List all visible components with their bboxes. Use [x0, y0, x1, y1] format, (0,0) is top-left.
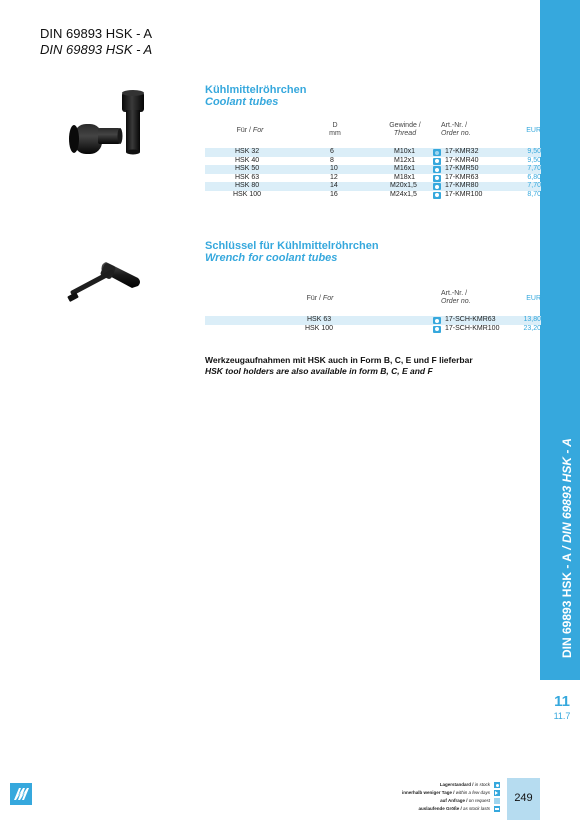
- col-art-de: Art.-Nr. /: [441, 290, 468, 297]
- cell-for: HSK 100: [305, 324, 334, 332]
- company-logo-icon: [10, 783, 32, 805]
- cell-thread: M16x1: [394, 165, 416, 172]
- stock-legend: [350, 781, 500, 813]
- col-thread: [380, 122, 430, 138]
- table-row: [205, 174, 541, 183]
- legend-label-de: auslaufende Größe /: [418, 806, 463, 811]
- table-row: [205, 157, 541, 166]
- table-row: [205, 191, 541, 200]
- legend-item: [350, 781, 500, 789]
- cell-d: 12: [330, 173, 338, 181]
- cell-d: 14: [330, 182, 338, 189]
- stock-status-icon: [433, 166, 441, 173]
- page-title-en: DIN 69893 HSK - A: [40, 42, 153, 57]
- stock-status-icon: [433, 158, 441, 165]
- col-d-label: D: [332, 122, 338, 129]
- cell-thread: M10x1: [394, 148, 416, 155]
- legend-label-en: as stock lasts: [462, 806, 490, 811]
- col-d-unit: mm: [329, 130, 341, 137]
- as-stock-lasts-icon: [494, 806, 500, 812]
- table-row: [205, 148, 541, 157]
- wrench-title: [205, 240, 379, 264]
- on-request-icon: [494, 798, 500, 804]
- cell-for: HSK 63: [235, 173, 260, 181]
- cell-price: 8,70: [527, 190, 541, 198]
- col-art: [441, 122, 491, 138]
- in-stock-icon: [494, 782, 500, 788]
- cell-d: 8: [330, 156, 334, 164]
- chapter-number: 11: [554, 693, 570, 710]
- legend-item: [350, 797, 500, 805]
- col-for-en: For: [252, 127, 264, 134]
- stock-status-icon: [433, 317, 441, 324]
- col-art: [441, 290, 491, 306]
- cell-art: 17-KMR100: [445, 190, 483, 198]
- cell-art: 17-SCH-KMR63: [445, 316, 496, 323]
- wrench-image: [66, 254, 148, 308]
- stock-status-icon: [433, 149, 441, 156]
- cell-d: 6: [330, 148, 334, 155]
- col-thread-en: Thread: [393, 130, 417, 137]
- cell-for: HSK 63: [307, 316, 332, 323]
- cell-art: 17-SCH-KMR100: [445, 324, 500, 332]
- coolant-tube-image: [60, 88, 160, 160]
- cell-for: HSK 50: [235, 165, 260, 172]
- cell-for: HSK 32: [235, 148, 260, 155]
- availability-note: [205, 355, 473, 376]
- coolant-tubes-title-en: Coolant tubes: [205, 96, 279, 108]
- cell-for: HSK 40: [235, 156, 260, 164]
- side-bar-label-sep: /: [560, 543, 574, 554]
- page-title-de: DIN 69893 HSK - A: [40, 26, 152, 41]
- cell-for: HSK 100: [233, 190, 262, 198]
- col-eur: EUR: [526, 127, 541, 134]
- cell-thread: M18x1: [394, 173, 416, 181]
- cell-thread: M20x1,5: [390, 182, 417, 189]
- legend-label-de: innerhalb weniger Tage /: [402, 790, 456, 795]
- side-bar-label-de: DIN 69893 HSK - A: [560, 553, 574, 658]
- cell-d: 16: [330, 190, 338, 198]
- table-header: [205, 122, 541, 142]
- legend-item: [350, 805, 500, 813]
- stock-status-icon: [433, 326, 441, 333]
- table-header: [205, 290, 541, 310]
- subchapter-number: 11.7: [553, 711, 571, 721]
- chapter-marker: [544, 693, 580, 721]
- col-thread-de: Gewinde /: [389, 122, 421, 129]
- stock-status-icon: [433, 183, 441, 190]
- cell-d: 10: [330, 165, 338, 172]
- availability-note-de: Werkzeugaufnahmen mit HSK auch in Form B, C, E und F lieferbar: [205, 355, 473, 365]
- cell-price: 9,50: [527, 148, 541, 155]
- col-d: [310, 122, 360, 138]
- legend-label-en: within a few days: [455, 790, 490, 795]
- legend-label-de: auf Anfrage /: [440, 798, 469, 803]
- col-eur: EUR: [526, 295, 541, 302]
- cell-price: 6,80: [527, 173, 541, 181]
- col-art-en: Order no.: [441, 298, 471, 305]
- legend-label-de: Lagerstandard /: [439, 782, 475, 787]
- few-days-icon: [494, 790, 500, 796]
- col-for: [225, 127, 275, 135]
- col-for: [295, 295, 345, 303]
- col-for-en: For: [322, 295, 334, 302]
- cell-price: 7,70: [527, 182, 541, 189]
- cell-thread: M12x1: [394, 156, 416, 164]
- table-row: [205, 316, 541, 325]
- col-for-de: Für /: [236, 127, 253, 134]
- table-row: [205, 325, 541, 334]
- cell-for: HSK 80: [235, 182, 260, 189]
- page-number: 249: [514, 792, 533, 804]
- cell-art: 17-KMR50: [445, 165, 479, 172]
- stock-status-icon: [433, 175, 441, 182]
- col-for-de: Für /: [306, 295, 323, 302]
- cell-price: 9,50: [527, 156, 541, 164]
- table-row: [205, 165, 541, 174]
- cell-art: 17-KMR32: [445, 148, 479, 155]
- legend-label-en: in stock: [474, 782, 490, 787]
- cell-art: 17-KMR40: [445, 156, 479, 164]
- cell-price: 23,20: [523, 324, 541, 332]
- availability-note-en: HSK tool holders are also available in form B, C, E and F: [205, 366, 433, 376]
- cell-art: 17-KMR80: [445, 182, 479, 189]
- page-title: [40, 26, 152, 57]
- coolant-tubes-title: [205, 84, 306, 108]
- legend-label-en: on request: [468, 798, 490, 803]
- cell-price: 13,80: [523, 316, 541, 323]
- cell-art: 17-KMR63: [445, 173, 479, 181]
- col-art-de: Art.-Nr. /: [441, 122, 468, 129]
- stock-status-icon: [433, 192, 441, 199]
- cell-price: 7,70: [527, 165, 541, 172]
- side-bar-label-en: DIN 69893 HSK - A: [560, 438, 574, 544]
- col-art-en: Order no.: [441, 130, 471, 137]
- cell-thread: M24x1,5: [390, 190, 417, 198]
- legend-item: [350, 789, 500, 797]
- coolant-tubes-title-de: Kühlmittelröhrchen: [205, 84, 307, 96]
- wrench-title-de: Schlüssel für Kühlmittelröhrchen: [205, 240, 379, 252]
- side-bar-label: [560, 438, 574, 658]
- wrench-title-en: Wrench for coolant tubes: [205, 252, 338, 264]
- table-row: [205, 182, 541, 191]
